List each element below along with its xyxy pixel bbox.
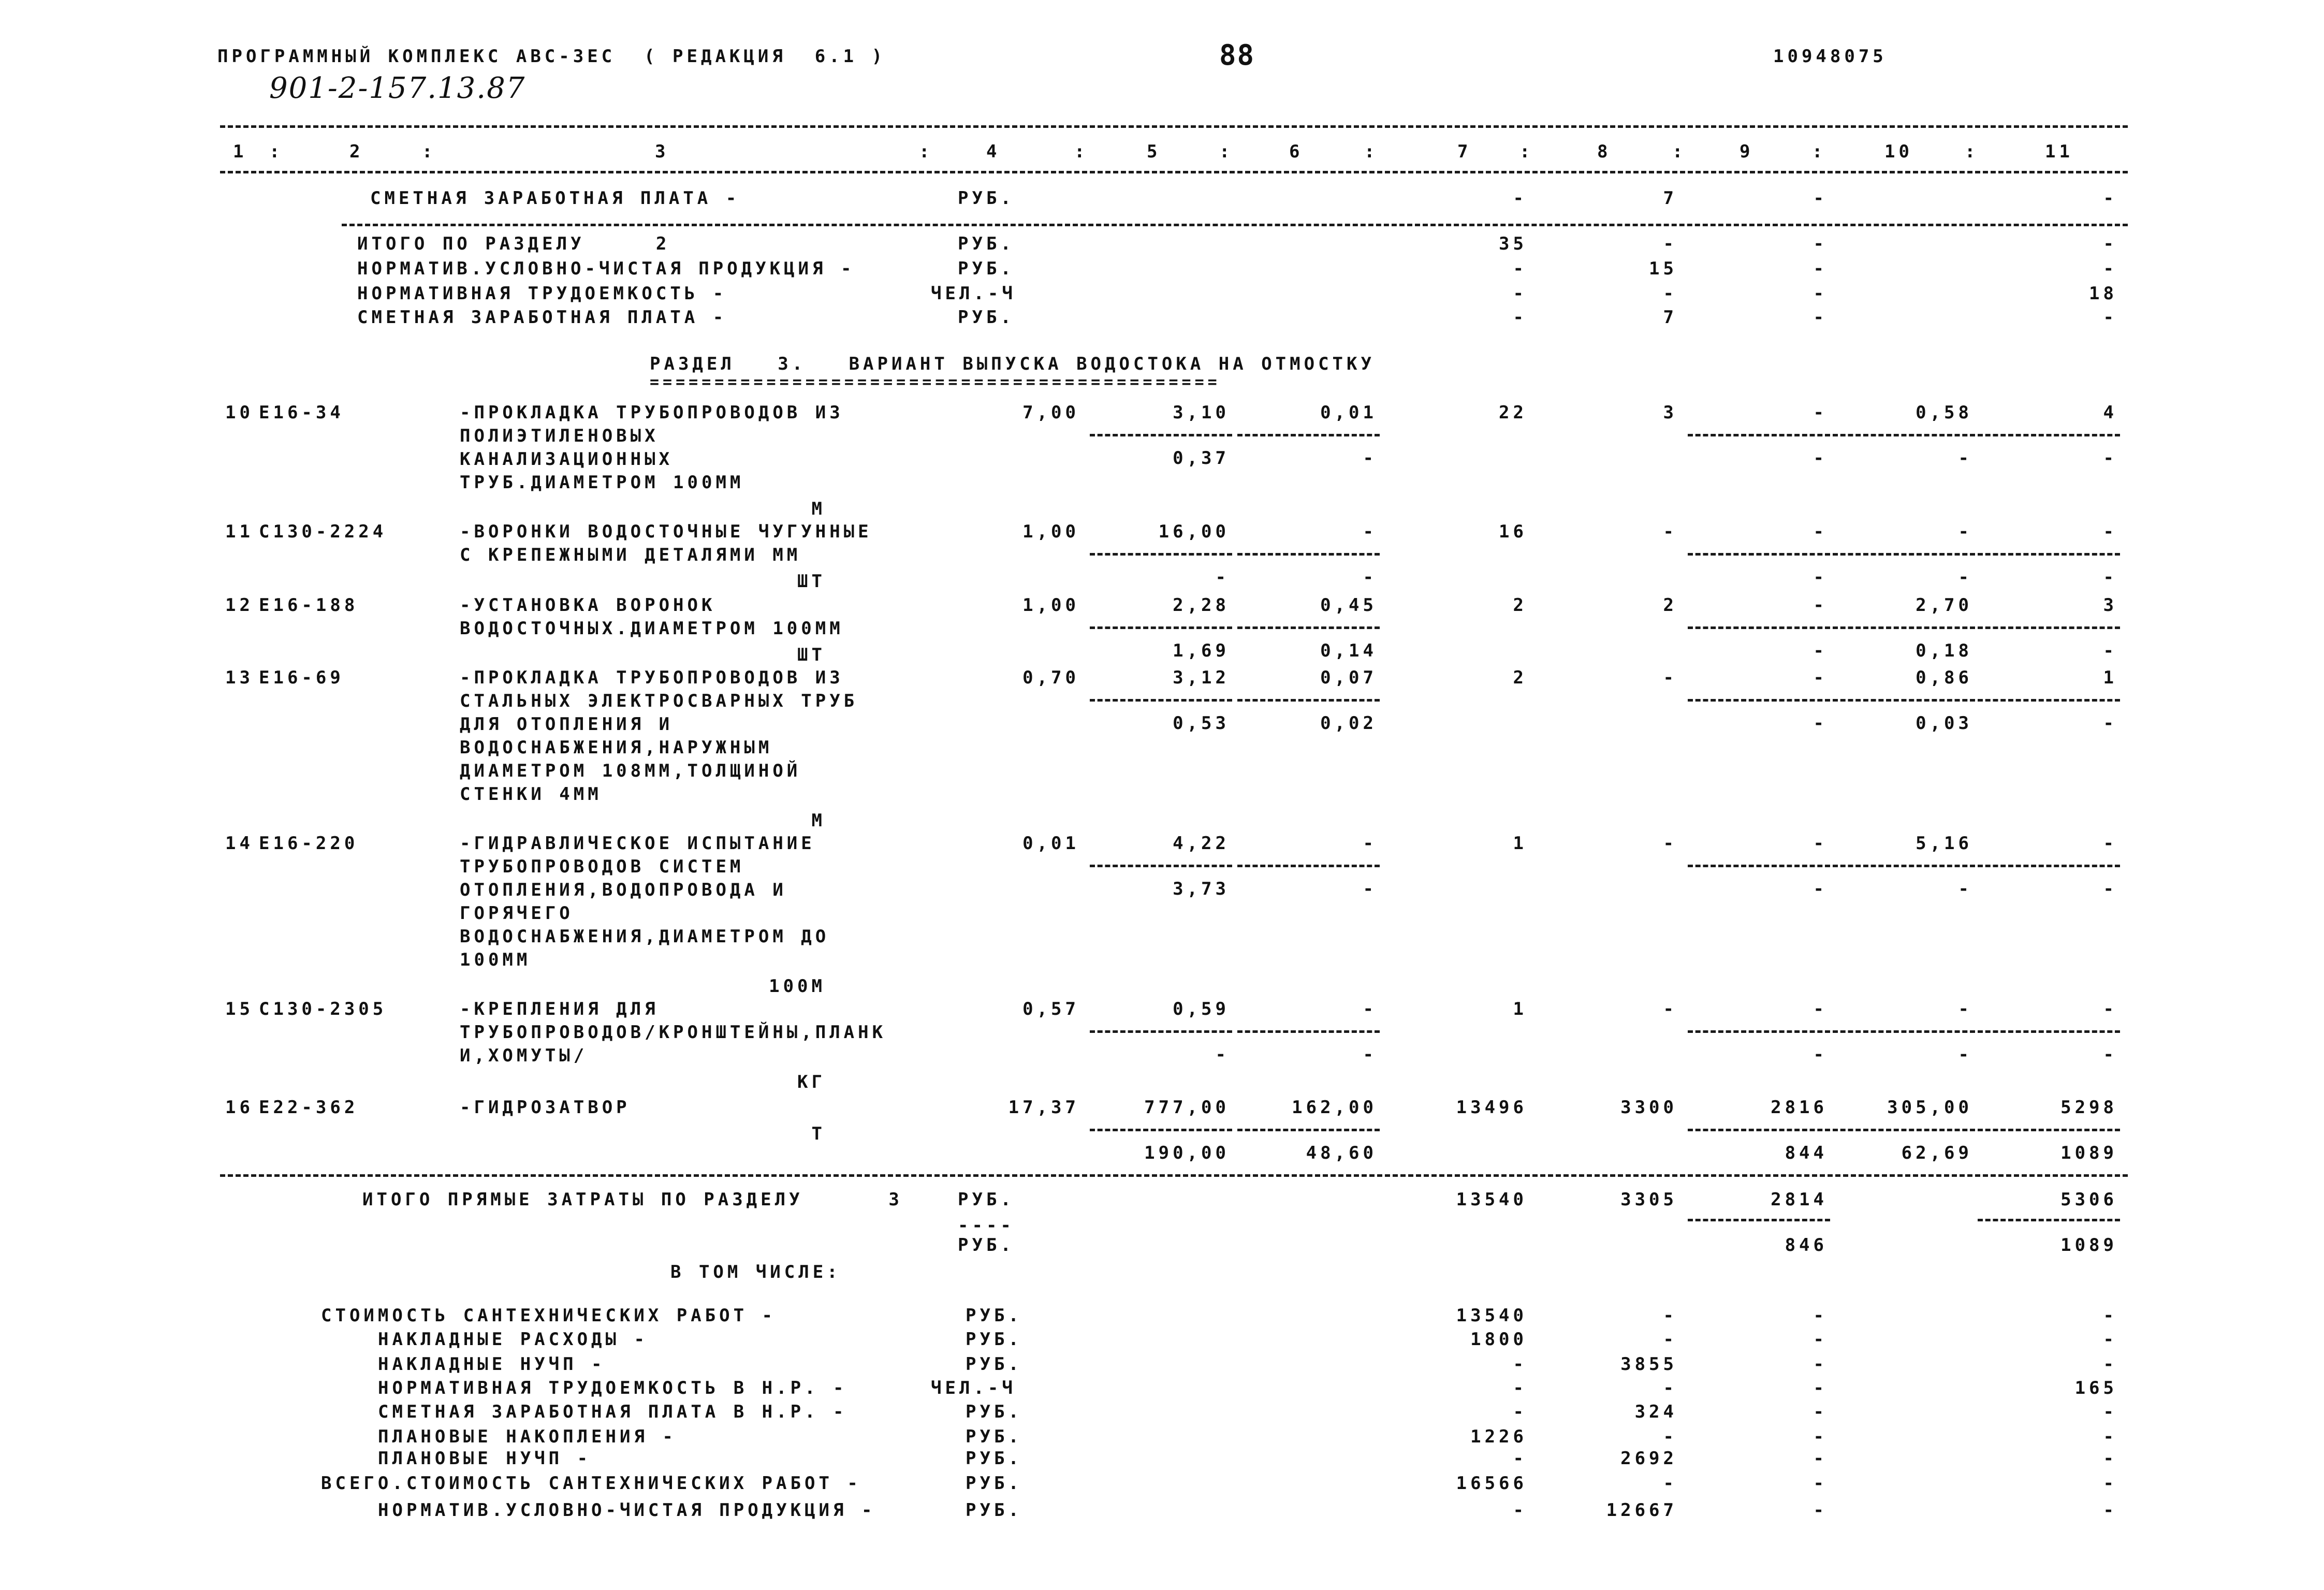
cell-c10-secondary: -: [1958, 1044, 1972, 1065]
total-unit: РУБ.: [958, 234, 1015, 254]
item-description: ДЛЯ ОТОПЛЕНИЯ И: [460, 714, 674, 735]
cell-c9: -: [1813, 1329, 1828, 1350]
cell-c6-secondary: 0,14: [1320, 640, 1377, 661]
cell-c11-secondary: -: [2103, 448, 2117, 469]
cell-c5: 3,10: [1173, 402, 1230, 423]
item-description: ВОДОСНАБЖЕНИЯ,НАРУЖНЫМ: [460, 737, 773, 758]
cell-c6: 0,07: [1320, 667, 1377, 688]
summary-unit: ЧЕЛ.-Ч: [931, 1378, 1016, 1398]
cell-c11-secondary: -: [2103, 713, 2117, 734]
cell-separator: [1090, 434, 1232, 436]
cell-c11-secondary: -: [2103, 879, 2117, 899]
item-description: 100ММ: [460, 950, 531, 970]
cell-separator: [1833, 865, 1975, 867]
cell-c5-secondary: 1,69: [1173, 640, 1230, 661]
cell-separator: [1833, 1030, 1975, 1033]
total-label: ИТОГО ПО РАЗДЕЛУ 2: [357, 234, 670, 254]
cell-c9: -: [1813, 521, 1828, 542]
cell-c7: 2: [1513, 595, 1527, 616]
cell-c7: 1: [1513, 999, 1527, 1019]
section-title-underline: ============================================: [650, 373, 1221, 391]
cell-c10: -: [1958, 999, 1972, 1019]
item-number: 12: [225, 595, 254, 616]
cell-separator: [1978, 1219, 2120, 1221]
cell-separator: [1688, 1030, 1830, 1033]
cell-c9-secondary: -: [1813, 1044, 1828, 1065]
column-header: 6: [1289, 141, 1304, 162]
cell-c10-secondary: 0,18: [1916, 640, 1972, 661]
item-description: ГОРЯЧЕГО: [460, 903, 574, 924]
cell-c5-secondary: -: [1215, 1044, 1230, 1065]
summary-label: ПЛАНОВЫЕ НУЧП -: [378, 1448, 592, 1469]
item-unit: 100М: [769, 976, 826, 997]
column-header: 1: [233, 141, 247, 162]
cell-c6-secondary: 0,02: [1320, 713, 1377, 734]
column-header: :: [1812, 141, 1826, 162]
cell-c6: 162,00: [1292, 1097, 1377, 1118]
cell-separator: [1688, 553, 1830, 556]
row-unit: РУБ.: [958, 188, 1015, 209]
cell-c10: 0,58: [1916, 402, 1972, 423]
cell-c8: -: [1663, 1305, 1677, 1326]
summary-label: НАКЛАДНЫЕ НУЧП -: [378, 1354, 606, 1375]
cell-c9: -: [1813, 1500, 1828, 1521]
section-rule: [342, 224, 2128, 226]
cell-c10-secondary: -: [1958, 879, 1972, 899]
cell-c8: 12667: [1606, 1500, 1677, 1521]
cell-separator: [1688, 1129, 1830, 1131]
document-code: 10948075: [1773, 46, 1887, 67]
cell-separator: [1833, 434, 1975, 436]
cell-c11: -: [2103, 999, 2117, 1019]
cell-c6: -: [1363, 999, 1377, 1019]
cell-c8: -: [1663, 667, 1677, 688]
item-code: Е22-362: [259, 1097, 359, 1118]
item-description: ТРУБОПРОВОДОВ/КРОНШТЕЙНЫ,ПЛАНК: [460, 1022, 887, 1043]
column-header: 10: [1884, 141, 1913, 162]
item-description: -ГИДРАВЛИЧЕСКОЕ ИСПЫТАНИЕ: [460, 833, 815, 854]
cell-c11-secondary: -: [2103, 1044, 2117, 1065]
cell-c10-secondary: -: [1958, 448, 1972, 469]
cell-c9: -: [1813, 402, 1828, 423]
cell-c7: 13540: [1456, 1305, 1527, 1326]
item-code: Е16-220: [259, 833, 359, 854]
cell-c4: 0,70: [1022, 667, 1079, 688]
cell-c11: -: [2103, 1354, 2117, 1375]
item-number: 11: [225, 521, 254, 542]
cell-c9-secondary: -: [1813, 879, 1828, 899]
column-header: 9: [1740, 141, 1754, 162]
cell-c5: 4,22: [1173, 833, 1230, 854]
cell-c7: -: [1513, 258, 1527, 279]
cell-c9: 2814: [1771, 1189, 1828, 1210]
cell-c6: -: [1363, 521, 1377, 542]
cell-separator: [1978, 865, 2120, 867]
item-number: 15: [225, 999, 254, 1019]
cell-c8: -: [1663, 1329, 1677, 1350]
cell-c4: 17,37: [1008, 1097, 1079, 1118]
summary-unit: РУБ.: [966, 1329, 1022, 1350]
cell-c9: -: [1813, 258, 1828, 279]
cell-c8: 7: [1663, 188, 1677, 209]
cell-separator: [1833, 626, 1975, 629]
section-end-rule: [220, 1174, 2128, 1177]
cell-c11: -: [2103, 1426, 2117, 1447]
summary-unit: РУБ.: [966, 1500, 1022, 1521]
cell-c11: -: [2103, 1448, 2117, 1469]
cell-c8: 3855: [1620, 1354, 1677, 1375]
item-code: Е16-69: [259, 667, 344, 688]
cell-c6: 0,45: [1320, 595, 1377, 616]
column-header: :: [1672, 141, 1687, 162]
handwritten-reference: 901-2-157.13.87: [269, 71, 526, 105]
table-header-rule: [220, 171, 2128, 173]
cell-c8: -: [1663, 234, 1677, 254]
cell-separator: [1237, 1030, 1380, 1033]
cell-c10: 5,16: [1916, 833, 1972, 854]
summary-unit: РУБ.: [966, 1448, 1022, 1469]
cell-c7: 1226: [1470, 1426, 1527, 1447]
cell-c9: 2816: [1771, 1097, 1828, 1118]
cell-c9-secondary: -: [1813, 640, 1828, 661]
cell-c7: 13496: [1456, 1097, 1527, 1118]
cell-c7: -: [1513, 1402, 1527, 1422]
summary-unit: РУБ.: [966, 1473, 1022, 1494]
cell-c4: 0,01: [1022, 833, 1079, 854]
cell-c11: 4: [2103, 402, 2117, 423]
cell-separator: [1090, 865, 1232, 867]
row-label: СМЕТНАЯ ЗАРАБОТНАЯ ПЛАТА -: [370, 188, 740, 209]
cell-c8: 3305: [1620, 1189, 1677, 1210]
cell-c7: -: [1513, 188, 1527, 209]
column-header: :: [919, 141, 933, 162]
total-unit: ЧЕЛ.-Ч: [931, 283, 1016, 304]
cell-c5-secondary: -: [1215, 567, 1230, 588]
cell-separator: [1237, 434, 1380, 436]
cell-c5-secondary: 0,37: [1173, 448, 1230, 469]
item-description: КАНАЛИЗАЦИОННЫХ: [460, 449, 674, 470]
total-label: НОРМАТИВНАЯ ТРУДОЕМКОСТЬ -: [357, 283, 727, 304]
cell-separator: [1090, 1129, 1232, 1131]
cell-separator: [1090, 1030, 1232, 1033]
summary-label: ПЛАНОВЫЕ НАКОПЛЕНИЯ -: [378, 1426, 677, 1447]
cell-c8: -: [1663, 283, 1677, 304]
cell-separator: [1978, 553, 2120, 556]
cell-c9: -: [1813, 999, 1828, 1019]
item-description: ТРУБ.ДИАМЕТРОМ 100ММ: [460, 472, 744, 493]
cell-c5: 0,59: [1173, 999, 1230, 1019]
cell-c9-secondary: 844: [1785, 1143, 1828, 1163]
item-code: Е16-188: [259, 595, 359, 616]
cell-c7: 16: [1499, 521, 1527, 542]
item-description: -УСТАНОВКА ВОРОНОК: [460, 595, 716, 616]
cell-c11: -: [2103, 1402, 2117, 1422]
cell-separator: [1237, 553, 1380, 556]
item-description: -ГИДРОЗАТВОР: [460, 1097, 631, 1118]
cell-c5-secondary: 190,00: [1144, 1143, 1230, 1163]
cell-separator: [1833, 553, 1975, 556]
cell-c10-secondary: 62,69: [1901, 1143, 1972, 1163]
column-header: 11: [2045, 141, 2073, 162]
summary-unit: РУБ.: [966, 1354, 1022, 1375]
cell-c11: 3: [2103, 595, 2117, 616]
cell-c7: -: [1513, 307, 1527, 328]
cell-c9: -: [1813, 1448, 1828, 1469]
cell-separator: [1978, 1129, 2120, 1131]
cell-c7: -: [1513, 1354, 1527, 1375]
cell-c6-secondary: -: [1363, 448, 1377, 469]
cell-c6-secondary: -: [1363, 879, 1377, 899]
item-description: ДИАМЕТРОМ 108ММ,ТОЛЩИНОЙ: [460, 761, 801, 781]
cell-c9: -: [1813, 1402, 1828, 1422]
cell-c9: -: [1813, 595, 1828, 616]
cell-separator: [1237, 865, 1380, 867]
item-description: ТРУБОПРОВОДОВ СИСТЕМ: [460, 856, 744, 877]
cell-c8: 2: [1663, 595, 1677, 616]
cell-c6-secondary: 48,60: [1306, 1143, 1377, 1163]
cell-c5: 3,12: [1173, 667, 1230, 688]
column-header: :: [422, 141, 436, 162]
cell-c9: -: [1813, 1426, 1828, 1447]
cell-c11: 1: [2103, 667, 2117, 688]
cell-c8: -: [1663, 1426, 1677, 1447]
cell-separator: [1978, 1030, 2120, 1033]
cell-c9: -: [1813, 1305, 1828, 1326]
cell-c6: 0,01: [1320, 402, 1377, 423]
cell-c9: -: [1813, 1378, 1828, 1398]
item-description: ВОДОСТОЧНЫХ.ДИАМЕТРОМ 100ММ: [460, 618, 844, 639]
item-description: С КРЕПЕЖНЫМИ ДЕТАЛЯМИ ММ: [460, 545, 801, 565]
item-description: ПОЛИЭТИЛЕНОВЫХ: [460, 426, 659, 446]
column-header: 4: [986, 141, 1001, 162]
item-number: 13: [225, 667, 254, 688]
cell-c4: 0,57: [1022, 999, 1079, 1019]
cell-c6: -: [1363, 833, 1377, 854]
cell-c6-secondary: -: [1363, 567, 1377, 588]
cell-c10-secondary: -: [1958, 567, 1972, 588]
cell-c11: -: [2103, 307, 2117, 328]
cell-c10: 0,86: [1916, 667, 1972, 688]
column-header: :: [1074, 141, 1089, 162]
cell-c4: 7,00: [1022, 402, 1079, 423]
cell-c11: -: [2103, 1305, 2117, 1326]
item-number: 14: [225, 833, 254, 854]
cell-c4: 1,00: [1022, 595, 1079, 616]
cell-c8: -: [1663, 1378, 1677, 1398]
cell-separator: [1978, 434, 2120, 436]
cell-c11-secondary: 1089: [2060, 1235, 2117, 1256]
cell-c8: 15: [1649, 258, 1677, 279]
cell-c7: 1: [1513, 833, 1527, 854]
cell-c7: 13540: [1456, 1189, 1527, 1210]
item-number: 10: [225, 402, 254, 423]
cell-separator: [1833, 699, 1975, 702]
cell-separator: [1833, 1129, 1975, 1131]
cell-separator: [1090, 553, 1232, 556]
cell-c9: -: [1813, 307, 1828, 328]
column-header: :: [269, 141, 284, 162]
column-header: 5: [1147, 141, 1161, 162]
cell-c8: 3300: [1620, 1097, 1677, 1118]
summary-unit: РУБ.: [966, 1402, 1022, 1422]
summary-label: НАКЛАДНЫЕ РАСХОДЫ -: [378, 1329, 648, 1350]
item-unit: М: [811, 499, 826, 519]
cell-c11-secondary: -: [2103, 567, 2117, 588]
summary-label: СМЕТНАЯ ЗАРАБОТНАЯ ПЛАТА В Н.Р. -: [378, 1402, 847, 1422]
cell-c11-secondary: 1089: [2060, 1143, 2117, 1163]
cell-c9: -: [1813, 667, 1828, 688]
cell-c11-secondary: -: [2103, 640, 2117, 661]
column-header: :: [1364, 141, 1379, 162]
column-header: :: [1219, 141, 1234, 162]
cell-c10: 2,70: [1916, 595, 1972, 616]
section-title: РАЗДЕЛ 3. ВАРИАНТ ВЫПУСКА ВОДОСТОКА НА ОТМОСТКУ: [650, 354, 1375, 374]
item-description: -ПРОКЛАДКА ТРУБОПРОВОДОВ ИЗ: [460, 402, 844, 423]
cell-separator: [1688, 434, 1830, 436]
item-unit: ШТ: [797, 571, 826, 592]
cell-c9: -: [1813, 234, 1828, 254]
cell-c7: -: [1513, 1500, 1527, 1521]
summary-label: НОРМАТИВНАЯ ТРУДОЕМКОСТЬ В Н.Р. -: [378, 1378, 847, 1398]
cell-c11: -: [2103, 1473, 2117, 1494]
section-total-unit: РУБ.: [958, 1189, 1015, 1210]
summary-unit: РУБ.: [966, 1305, 1022, 1326]
column-header: :: [1519, 141, 1534, 162]
cell-c11: -: [2103, 234, 2117, 254]
total-label: СМЕТНАЯ ЗАРАБОТНАЯ ПЛАТА -: [357, 307, 727, 328]
cell-c8: 2692: [1620, 1448, 1677, 1469]
column-header: 8: [1597, 141, 1612, 162]
cell-c11: 18: [2089, 283, 2117, 304]
item-description: -ВОРОНКИ ВОДОСТОЧНЫЕ ЧУГУННЫЕ: [460, 521, 872, 542]
cell-c7: -: [1513, 283, 1527, 304]
column-header: :: [1965, 141, 1979, 162]
cell-c5-secondary: 0,53: [1173, 713, 1230, 734]
cell-c9-secondary: -: [1813, 567, 1828, 588]
program-title: ПРОГРАММНЫЙ КОМПЛЕКС АВС-3ЕС ( РЕДАКЦИЯ 6.1 ): [217, 46, 886, 67]
cell-c8: -: [1663, 521, 1677, 542]
column-header: 2: [349, 141, 364, 162]
cell-c4: 1,00: [1022, 521, 1079, 542]
total-unit: РУБ.: [958, 307, 1015, 328]
cell-c11: -: [2103, 1329, 2117, 1350]
cell-separator: [1688, 626, 1830, 629]
cell-separator: [1237, 1129, 1380, 1131]
cell-c11: 5306: [2060, 1189, 2117, 1210]
cell-c8: 7: [1663, 307, 1677, 328]
cell-c5-secondary: 3,73: [1173, 879, 1230, 899]
total-label: НОРМАТИВ.УСЛОВНО-ЧИСТАЯ ПРОДУКЦИЯ -: [357, 258, 855, 279]
page-number: 88: [1219, 39, 1255, 71]
item-unit: М: [811, 810, 826, 831]
column-header: 3: [655, 141, 669, 162]
cell-c9-secondary: -: [1813, 448, 1828, 469]
cell-c7: 22: [1499, 402, 1527, 423]
item-unit: Т: [811, 1124, 826, 1144]
cell-c10: -: [1958, 521, 1972, 542]
cell-c11: -: [2103, 188, 2117, 209]
cell-c8: -: [1663, 1473, 1677, 1494]
unit-separator: ----: [958, 1215, 1015, 1236]
cell-c5: 16,00: [1158, 521, 1230, 542]
item-description: ВОДОСНАБЖЕНИЯ,ДИАМЕТРОМ ДО: [460, 926, 830, 947]
cell-separator: [1090, 699, 1232, 702]
item-description: -ПРОКЛАДКА ТРУБОПРОВОДОВ ИЗ: [460, 667, 844, 688]
cell-c11: -: [2103, 521, 2117, 542]
item-unit: КГ: [797, 1072, 826, 1092]
summary-unit: РУБ.: [966, 1426, 1022, 1447]
cell-c11: 165: [2074, 1378, 2117, 1398]
section-total-unit-2: РУБ.: [958, 1235, 1015, 1256]
cell-c8: -: [1663, 999, 1677, 1019]
cell-separator: [1688, 699, 1830, 702]
cell-c9-secondary: 846: [1785, 1235, 1828, 1256]
cell-separator: [1688, 865, 1830, 867]
total-unit: РУБ.: [958, 258, 1015, 279]
summary-label: СТОИМОСТЬ САНТЕХНИЧЕСКИХ РАБОТ -: [321, 1305, 777, 1326]
cell-c7: 2: [1513, 667, 1527, 688]
cell-c11: -: [2103, 1500, 2117, 1521]
cell-separator: [1688, 1219, 1830, 1221]
item-code: С130-2224: [259, 521, 387, 542]
cell-c11: -: [2103, 258, 2117, 279]
cell-c9: -: [1813, 188, 1828, 209]
including-label: В ТОМ ЧИСЛЕ:: [670, 1262, 841, 1282]
cell-c11: 5298: [2060, 1097, 2117, 1118]
column-header: 7: [1457, 141, 1472, 162]
cell-c10: 305,00: [1887, 1097, 1972, 1118]
cell-separator: [1237, 699, 1380, 702]
item-code: Е16-34: [259, 402, 344, 423]
table-top-rule: [220, 125, 2128, 128]
cell-c8: 3: [1663, 402, 1677, 423]
cell-c7: 16566: [1456, 1473, 1527, 1494]
item-unit: ШТ: [797, 645, 826, 665]
cell-c9: -: [1813, 1473, 1828, 1494]
summary-label: ВСЕГО.СТОИМОСТЬ САНТЕХНИЧЕСКИХ РАБОТ -: [321, 1473, 861, 1494]
cell-c8: -: [1663, 833, 1677, 854]
item-number: 16: [225, 1097, 254, 1118]
cell-c6-secondary: -: [1363, 1044, 1377, 1065]
cell-c9: -: [1813, 833, 1828, 854]
cell-c11: -: [2103, 833, 2117, 854]
cell-c7: -: [1513, 1378, 1527, 1398]
cell-separator: [1978, 699, 2120, 702]
cell-separator: [1090, 626, 1232, 629]
cell-c5: 777,00: [1144, 1097, 1230, 1118]
cell-c9: -: [1813, 283, 1828, 304]
cell-c9-secondary: -: [1813, 713, 1828, 734]
cell-c8: 324: [1634, 1402, 1677, 1422]
cell-c7: 35: [1499, 234, 1527, 254]
cell-c10-secondary: 0,03: [1916, 713, 1972, 734]
cell-separator: [1978, 626, 2120, 629]
section-total-label: ИТОГО ПРЯМЫЕ ЗАТРАТЫ ПО РАЗДЕЛУ 3: [362, 1189, 903, 1210]
cell-c7: 1800: [1470, 1329, 1527, 1350]
item-description: -КРЕПЛЕНИЯ ДЛЯ: [460, 999, 659, 1019]
cell-separator: [1237, 626, 1380, 629]
item-description: И,ХОМУТЫ/: [460, 1045, 588, 1066]
cell-c7: -: [1513, 1448, 1527, 1469]
cell-c9: -: [1813, 1354, 1828, 1375]
item-description: СТАЛЬНЫХ ЭЛЕКТРОСВАРНЫХ ТРУБ: [460, 691, 858, 711]
summary-label: НОРМАТИВ.УСЛОВНО-ЧИСТАЯ ПРОДУКЦИЯ -: [378, 1500, 876, 1521]
item-description: ОТОПЛЕНИЯ,ВОДОПРОВОДА И: [460, 880, 787, 900]
item-code: С130-2305: [259, 999, 387, 1019]
item-description: СТЕНКИ 4ММ: [460, 784, 602, 805]
cell-c5: 2,28: [1173, 595, 1230, 616]
